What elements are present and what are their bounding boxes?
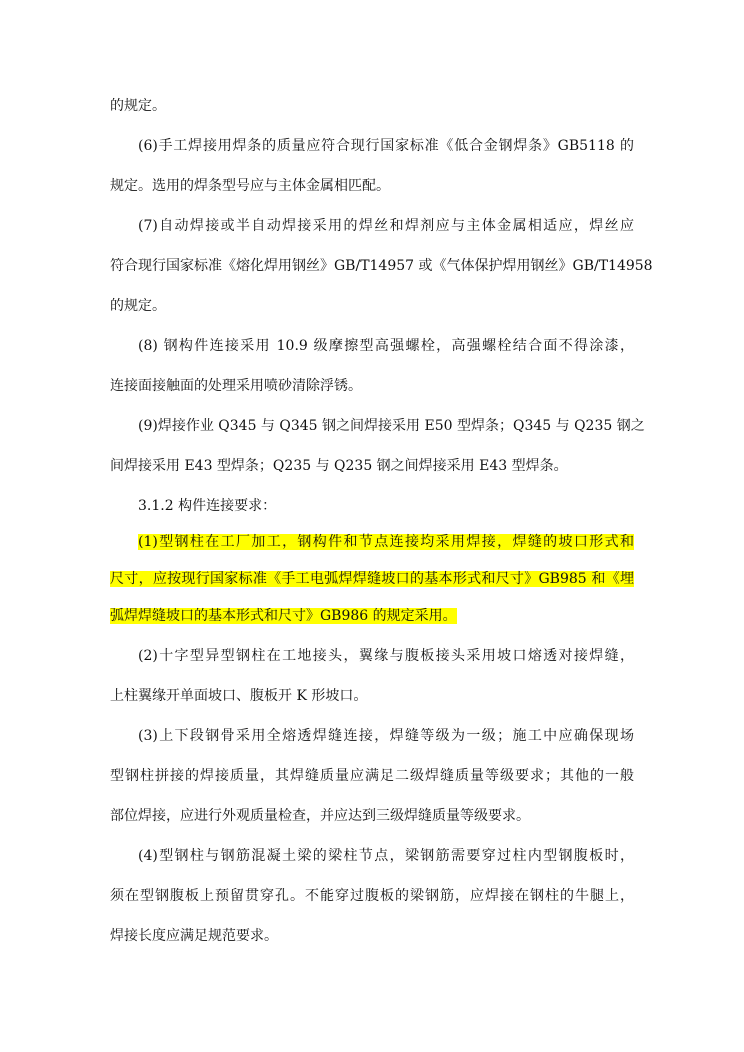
paragraph-6-line-2: 规定。选用的焊条型号应与主体金属相匹配。 [110, 178, 390, 194]
item-2-line-1: (2)十字型异型钢柱在工地接头，翼缘与腹板接头采用坡口熔透对接焊缝， [138, 648, 634, 664]
paragraph-7-line-2: 符合现行国家标准《熔化焊用钢丝》GB/T14957 或《气体保护焊用钢丝》GB/T14958 [110, 258, 653, 274]
paragraph-8-line-1: (8) 钢构件连接采用 10.9 级摩擦型高强螺栓，高强螺栓结合面不得涂漆， [138, 338, 634, 354]
item-4-line-2: 须在型钢腹板上预留贯穿孔。不能穿过腹板的梁钢筋，应焊接在钢柱的牛腿上， [110, 888, 634, 904]
highlight: 弧焊焊缝坡口的基本形式和尺寸》GB986 的规定采用。 [110, 608, 457, 624]
text-line: 的规定。 [110, 98, 166, 114]
highlight: 尺寸，应按现行国家标准《手工电弧焊焊缝坡口的基本形式和尺寸》GB985 和《埋 [110, 571, 634, 587]
item-2-line-2: 上柱翼缘开单面坡口、腹板开 K 形坡口。 [110, 688, 368, 704]
item-3-line-3: 部位焊接，应进行外观质量检查，并应达到三级焊缝质量等级要求。 [110, 808, 530, 824]
item-3-line-2: 型钢柱拼接的焊接质量，其焊缝质量应满足二级焊缝质量等级要求；其他的一般 [110, 768, 634, 784]
paragraph-6-line-1: (6)手工焊接用焊条的质量应符合现行国家标准《低合金钢焊条》GB5118 的 [138, 138, 634, 154]
highlighted-paragraph-line-2 [110, 567, 634, 591]
paragraph-9-line-2: 间焊接采用 E43 型焊条；Q235 与 Q235 钢之间焊接采用 E43 型焊条。 [110, 458, 568, 474]
paragraph-7-line-1: (7)自动焊接或半自动焊接采用的焊丝和焊剂应与主体金属相适应，焊丝应 [138, 218, 634, 234]
paragraph-9-line-1: (9)焊接作业 Q345 与 Q345 钢之间焊接采用 E50 型焊条；Q345 与 Q235 钢之 [138, 418, 645, 434]
item-4-line-1: (4)型钢柱与钢筋混凝土梁的梁柱节点，梁钢筋需要穿过柱内型钢腹板时， [138, 848, 634, 864]
highlight: (1)型钢柱在工厂加工，钢构件和节点连接均采用焊接，焊缝的坡口形式和 [138, 534, 634, 550]
paragraph-8-line-2: 连接面接触面的处理采用喷砂清除浮锈。 [110, 378, 362, 394]
section-heading: 3.1.2 构件连接要求： [138, 498, 277, 514]
paragraph-7-line-3: 的规定。 [110, 298, 166, 314]
highlighted-paragraph-line-3 [110, 604, 634, 628]
highlighted-paragraph-line-1 [138, 530, 634, 554]
item-3-line-1: (3)上下段钢骨采用全熔透焊缝连接，焊缝等级为一级；施工中应确保现场 [138, 728, 634, 744]
item-4-line-3: 焊接长度应满足规范要求。 [110, 928, 278, 944]
